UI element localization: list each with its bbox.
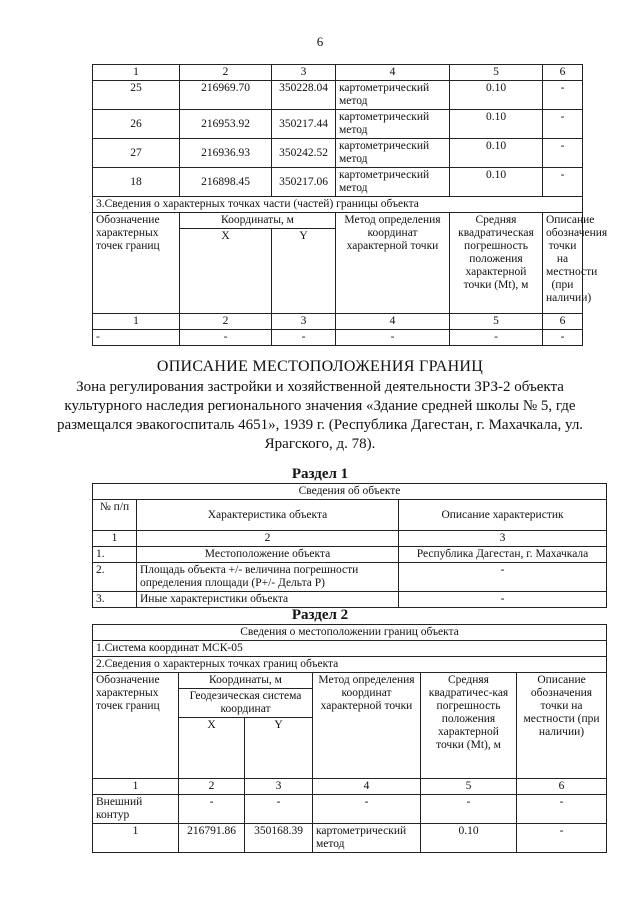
col-method: Метод определения координат характерной точки xyxy=(336,213,450,314)
col-y: Y xyxy=(272,229,336,314)
coordinate-system: 1.Система координат МСК-05 xyxy=(93,641,607,657)
number-cell: 4 xyxy=(336,314,450,330)
coord-y: 350242.52 xyxy=(272,139,336,168)
characteristic-desc: - xyxy=(399,592,607,608)
section1-title-row xyxy=(93,484,607,500)
header-cell: 1 xyxy=(93,65,180,81)
table-row xyxy=(93,139,583,168)
mt: - xyxy=(421,795,517,824)
dash-cell: - xyxy=(450,330,543,346)
number-cell: 1 xyxy=(93,531,137,547)
table-row xyxy=(93,563,607,592)
number-cell: 2 xyxy=(180,314,272,330)
section1-numbers-row xyxy=(93,531,607,547)
section2-table xyxy=(92,624,607,853)
col-no: № п/п xyxy=(93,500,137,531)
method: картометрический метод xyxy=(336,139,450,168)
col-x: X xyxy=(180,229,272,314)
point-number: 26 xyxy=(93,110,180,139)
number-cell: 1 xyxy=(93,314,180,330)
number-cell: 6 xyxy=(517,779,607,795)
number-cell: 5 xyxy=(450,314,543,330)
number-cell: 2 xyxy=(137,531,399,547)
section1-label: Раздел 1 xyxy=(291,466,349,482)
document-subtitle: Зона регулирования застройки и хозяйственной деятельности ЗРЗ-2 объекта культурного наследия регионального значения «Здание средней школы № 5, где размещался эвакогоспиталь 4651», 1939 г. (Республика Дагестан, г. Махачкала, ул. Ярагского, д. 78). xyxy=(56,379,584,452)
description: - xyxy=(543,139,583,168)
col-coords: Координаты, м xyxy=(180,213,336,229)
mt: 0.10 xyxy=(421,824,517,853)
coord-y: 350168.39 xyxy=(245,824,313,853)
coord-x: 216953.92 xyxy=(180,110,272,139)
outer-contour-row xyxy=(93,795,607,824)
number-cell: 4 xyxy=(313,779,421,795)
dash-cell: - xyxy=(336,330,450,346)
coord-y: 350217.44 xyxy=(272,110,336,139)
table-header-row xyxy=(93,65,583,81)
characteristic-desc: Республика Дагестан, г. Махачкала xyxy=(399,547,607,563)
table-row xyxy=(93,547,607,563)
number-cell: 3 xyxy=(399,531,607,547)
mt: 0.10 xyxy=(450,81,543,110)
section3-title: 3.Сведения о характерных точках части (частей) границы объекта xyxy=(93,197,583,213)
col-desc: Описание обозначения точки на местности (при наличии) xyxy=(517,673,607,779)
col-method: Метод определения координат характерной точки xyxy=(313,673,421,779)
section3-header-top xyxy=(93,213,583,229)
table-row xyxy=(93,824,607,853)
col-x: X xyxy=(179,718,245,779)
dash-cell: - xyxy=(93,330,180,346)
section2-title-row xyxy=(93,625,607,641)
col-y: Y xyxy=(245,718,313,779)
description: - xyxy=(543,168,583,197)
coord-x: 216969.70 xyxy=(180,81,272,110)
section3-numbers-row xyxy=(93,314,583,330)
coord-x: 216898.45 xyxy=(180,168,272,197)
method: картометрический метод xyxy=(313,824,421,853)
coord-y: 350217.06 xyxy=(272,168,336,197)
points-title: 2.Сведения о характерных точках границ объекта xyxy=(93,657,607,673)
section2-numbers-row xyxy=(93,779,607,795)
description: - xyxy=(543,110,583,139)
mt: 0.10 xyxy=(450,139,543,168)
table-row xyxy=(93,592,607,608)
number-cell: 2 xyxy=(179,779,245,795)
dash-cell: - xyxy=(543,330,583,346)
dash-cell: - xyxy=(272,330,336,346)
page-number: 6 xyxy=(316,34,324,49)
header-cell: 3 xyxy=(272,65,336,81)
coord-y: 350228.04 xyxy=(272,81,336,110)
method: картометрический метод xyxy=(336,168,450,197)
col-mt: Средняя квадратичес-кая погрешность положения характерной точки (Mt), м xyxy=(421,673,517,779)
method: картометрический метод xyxy=(336,110,450,139)
method: - xyxy=(313,795,421,824)
document-title: ОПИСАНИЕ МЕСТОПОЛОЖЕНИЯ ГРАНИЦ xyxy=(156,358,484,375)
col-desc: Описание обозначения точки на местности (при наличии) xyxy=(543,213,583,314)
characteristic: Площадь объекта +/- величина погрешности определения площади (P+/- Дельта P) xyxy=(137,563,399,592)
top-coordinates-table xyxy=(92,64,608,346)
coord-y: - xyxy=(245,795,313,824)
header-cell: 4 xyxy=(336,65,450,81)
section1-table-title: Сведения об объекте xyxy=(93,484,607,500)
col-designation: Обозначение характерных точек границ xyxy=(93,673,179,779)
description: - xyxy=(517,824,607,853)
table-row xyxy=(93,110,583,139)
row-number: 1. xyxy=(93,547,137,563)
points-title-row xyxy=(93,657,607,673)
point-number: 1 xyxy=(93,824,179,853)
header-cell: 6 xyxy=(543,65,583,81)
characteristic: Местоположение объекта xyxy=(137,547,399,563)
number-cell: 5 xyxy=(421,779,517,795)
mt: 0.10 xyxy=(450,110,543,139)
section3-title-row xyxy=(93,197,583,213)
characteristic-desc: - xyxy=(399,563,607,592)
mt: 0.10 xyxy=(450,168,543,197)
col-mt: Средняя квадратическая погрешность положения характерной точки (Mt), м xyxy=(450,213,543,314)
section2-table-title: Сведения о местоположении границ объекта xyxy=(93,625,607,641)
number-cell: 1 xyxy=(93,779,179,795)
section2-label: Раздел 2 xyxy=(291,607,349,623)
number-cell: 3 xyxy=(245,779,313,795)
coord-x: 216791.86 xyxy=(179,824,245,853)
description: - xyxy=(543,81,583,110)
characteristic: Иные характеристики объекта xyxy=(137,592,399,608)
header-cell: 5 xyxy=(450,65,543,81)
table-row xyxy=(93,168,583,197)
coord-x: 216936.93 xyxy=(180,139,272,168)
table-row xyxy=(93,81,583,110)
section2-header-top xyxy=(93,673,607,689)
description: - xyxy=(517,795,607,824)
col-geo-system: Геодезическая система координат xyxy=(179,689,313,718)
row-number: 3. xyxy=(93,592,137,608)
section1-table xyxy=(92,483,607,608)
coord-x: - xyxy=(179,795,245,824)
method: картометрический метод xyxy=(336,81,450,110)
number-cell: 3 xyxy=(272,314,336,330)
header-cell: 2 xyxy=(180,65,272,81)
number-cell: 6 xyxy=(543,314,583,330)
section1-header-row xyxy=(93,500,607,531)
outer-contour-label: Внешний контур xyxy=(93,795,179,824)
row-number: 2. xyxy=(93,563,137,592)
point-number: 25 xyxy=(93,81,180,110)
dash-cell: - xyxy=(180,330,272,346)
section3-dash-row xyxy=(93,330,583,346)
col-designation: Обозначение характерных точек границ xyxy=(93,213,180,314)
point-number: 27 xyxy=(93,139,180,168)
col-desc: Описание характеристик xyxy=(399,500,607,531)
col-char: Характеристика объекта xyxy=(137,500,399,531)
system-row xyxy=(93,641,607,657)
point-number: 18 xyxy=(93,168,180,197)
col-coords: Координаты, м xyxy=(179,673,313,689)
